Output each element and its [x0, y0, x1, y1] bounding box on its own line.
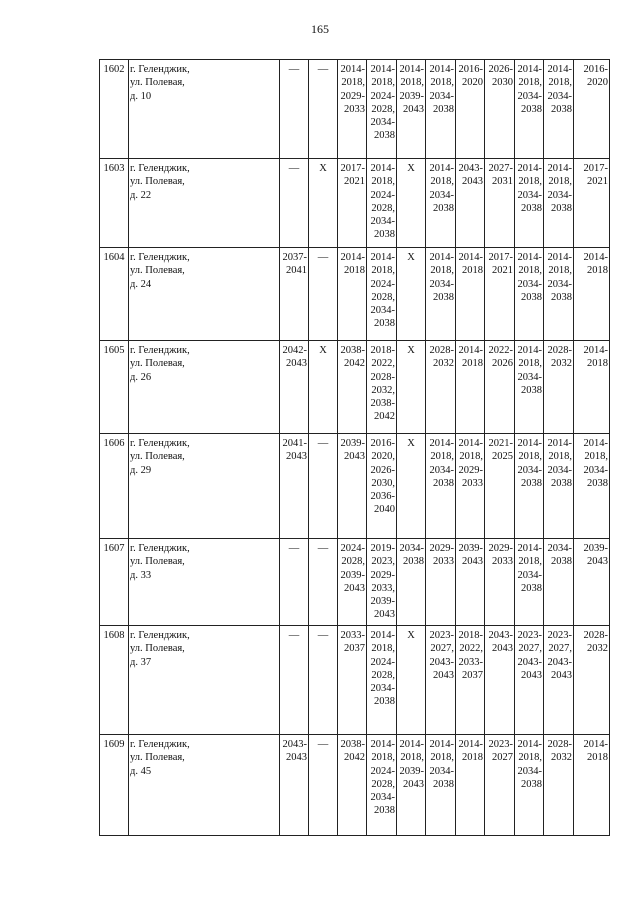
period-cell: 2014- 2018, 2034- 2038 — [515, 60, 544, 159]
period-cell: 2014- 2018, 2034- 2038 — [426, 434, 456, 539]
period-cell: 2014- 2018, 2034- 2038 — [426, 248, 456, 341]
period-cell: 2023- 2027 — [485, 735, 515, 836]
period-cell: 2041- 2043 — [280, 434, 309, 539]
period-cell: 2014- 2018, 2024- 2028, 2034- 2038 — [367, 735, 397, 836]
period-cell: 2034- 2038 — [544, 539, 574, 626]
period-cell: 2038- 2042 — [338, 735, 367, 836]
period-cell: 2043- 2043 — [280, 735, 309, 836]
period-cell: 2014- 2018, 2034- 2038 — [515, 159, 544, 248]
period-cell: 2026- 2030 — [485, 60, 515, 159]
period-cell: 2023- 2027, 2043- 2043 — [426, 626, 456, 735]
period-cell: 2014- 2018 — [456, 735, 485, 836]
period-cell: 2014- 2018, 2034- 2038 — [544, 159, 574, 248]
row-number: 1603 — [100, 159, 129, 248]
row-number: 1604 — [100, 248, 129, 341]
period-cell: 2017- 2021 — [485, 248, 515, 341]
period-cell: — — [309, 626, 338, 735]
schedule-table — [99, 59, 610, 836]
table-row — [100, 434, 610, 539]
period-cell: 2014- 2018, 2034- 2038 — [426, 735, 456, 836]
period-cell: X — [397, 434, 426, 539]
period-cell: 2043- 2043 — [456, 159, 485, 248]
period-cell: 2014- 2018, 2024- 2028, 2034- 2038 — [367, 159, 397, 248]
address-cell: г. Геленджик, ул. Полевая, д. 22 — [129, 159, 280, 248]
period-cell: 2014- 2018, 2029- 2033 — [338, 60, 367, 159]
period-cell: 2018- 2022, 2033- 2037 — [456, 626, 485, 735]
period-cell: 2038- 2042 — [338, 341, 367, 434]
period-cell: 2022- 2026 — [485, 341, 515, 434]
period-cell: 2014- 2018, 2034- 2038 — [544, 60, 574, 159]
period-cell: 2024- 2028, 2039- 2043 — [338, 539, 367, 626]
period-cell: 2034- 2038 — [397, 539, 426, 626]
period-cell: 2014- 2018 — [456, 341, 485, 434]
period-cell: X — [397, 159, 426, 248]
period-cell: 2037- 2041 — [280, 248, 309, 341]
address-cell: г. Геленджик, ул. Полевая, д. 33 — [129, 539, 280, 626]
address-cell: г. Геленджик, ул. Полевая, д. 10 — [129, 60, 280, 159]
period-cell: 2017- 2021 — [338, 159, 367, 248]
period-cell: 2023- 2027, 2043- 2043 — [544, 626, 574, 735]
period-cell: 2029- 2033 — [426, 539, 456, 626]
row-number: 1605 — [100, 341, 129, 434]
period-cell: — — [309, 735, 338, 836]
row-number: 1602 — [100, 60, 129, 159]
period-cell: — — [280, 539, 309, 626]
period-cell: — — [309, 248, 338, 341]
table-row — [100, 159, 610, 248]
period-cell: 2014- 2018, 2034- 2038 — [426, 60, 456, 159]
address-cell: г. Геленджик, ул. Полевая, д. 26 — [129, 341, 280, 434]
period-cell: X — [309, 341, 338, 434]
period-cell: 2028- 2032 — [426, 341, 456, 434]
period-cell: 2014- 2018, 2024- 2028, 2034- 2038 — [367, 248, 397, 341]
period-cell: 2014- 2018 — [574, 341, 610, 434]
table-row — [100, 341, 610, 434]
period-cell: 2014- 2018, 2034- 2038 — [574, 434, 610, 539]
address-cell: г. Геленджик, ул. Полевая, д. 45 — [129, 735, 280, 836]
row-number: 1609 — [100, 735, 129, 836]
period-cell: 2014- 2018, 2024- 2028, 2034- 2038 — [367, 60, 397, 159]
period-cell: 2014- 2018, 2039- 2043 — [397, 60, 426, 159]
period-cell: 2014- 2018, 2034- 2038 — [515, 539, 544, 626]
period-cell: 2014- 2018, 2024- 2028, 2034- 2038 — [367, 626, 397, 735]
period-cell: 2029- 2033 — [485, 539, 515, 626]
table-row — [100, 539, 610, 626]
period-cell: 2028- 2032 — [544, 341, 574, 434]
period-cell: 2014- 2018, 2034- 2038 — [544, 248, 574, 341]
table-row — [100, 60, 610, 159]
period-cell: 2014- 2018 — [574, 248, 610, 341]
period-cell: — — [280, 60, 309, 159]
period-cell: 2014- 2018, 2034- 2038 — [515, 248, 544, 341]
period-cell: 2014- 2018, 2029- 2033 — [456, 434, 485, 539]
period-cell: 2042- 2043 — [280, 341, 309, 434]
row-number: 1606 — [100, 434, 129, 539]
period-cell: 2021- 2025 — [485, 434, 515, 539]
period-cell: 2017- 2021 — [574, 159, 610, 248]
period-cell: 2014- 2018, 2039- 2043 — [397, 735, 426, 836]
period-cell: 2033- 2037 — [338, 626, 367, 735]
period-cell: 2039- 2043 — [338, 434, 367, 539]
period-cell: 2039- 2043 — [574, 539, 610, 626]
period-cell: 2014- 2018, 2034- 2038 — [515, 341, 544, 434]
page-number: 165 — [311, 22, 329, 36]
address-cell: г. Геленджик, ул. Полевая, д. 37 — [129, 626, 280, 735]
period-cell: 2039- 2043 — [456, 539, 485, 626]
row-number: 1608 — [100, 626, 129, 735]
period-cell: X — [309, 159, 338, 248]
period-cell: 2023- 2027, 2043- 2043 — [515, 626, 544, 735]
period-cell: X — [397, 626, 426, 735]
period-cell: — — [309, 539, 338, 626]
table-row — [100, 626, 610, 735]
period-cell: — — [309, 434, 338, 539]
period-cell: 2016- 2020 — [574, 60, 610, 159]
period-cell: — — [280, 626, 309, 735]
period-cell: X — [397, 341, 426, 434]
period-cell: 2016- 2020, 2026- 2030, 2036- 2040 — [367, 434, 397, 539]
period-cell: 2014- 2018 — [456, 248, 485, 341]
row-number: 1607 — [100, 539, 129, 626]
period-cell: 2028- 2032 — [574, 626, 610, 735]
period-cell: 2014- 2018, 2034- 2038 — [515, 735, 544, 836]
address-cell: г. Геленджик, ул. Полевая, д. 29 — [129, 434, 280, 539]
period-cell: 2027- 2031 — [485, 159, 515, 248]
period-cell: 2014- 2018, 2034- 2038 — [426, 159, 456, 248]
period-cell: — — [309, 60, 338, 159]
period-cell: X — [397, 248, 426, 341]
table-row — [100, 735, 610, 836]
period-cell: 2014- 2018 — [338, 248, 367, 341]
period-cell: 2014- 2018 — [574, 735, 610, 836]
period-cell: 2018- 2022, 2028- 2032, 2038- 2042 — [367, 341, 397, 434]
period-cell: 2014- 2018, 2034- 2038 — [544, 434, 574, 539]
period-cell: 2014- 2018, 2034- 2038 — [515, 434, 544, 539]
period-cell: 2019- 2023, 2029- 2033, 2039- 2043 — [367, 539, 397, 626]
period-cell: 2016- 2020 — [456, 60, 485, 159]
period-cell: 2028- 2032 — [544, 735, 574, 836]
address-cell: г. Геленджик, ул. Полевая, д. 24 — [129, 248, 280, 341]
period-cell: 2043- 2043 — [485, 626, 515, 735]
table-row — [100, 248, 610, 341]
period-cell: — — [280, 159, 309, 248]
